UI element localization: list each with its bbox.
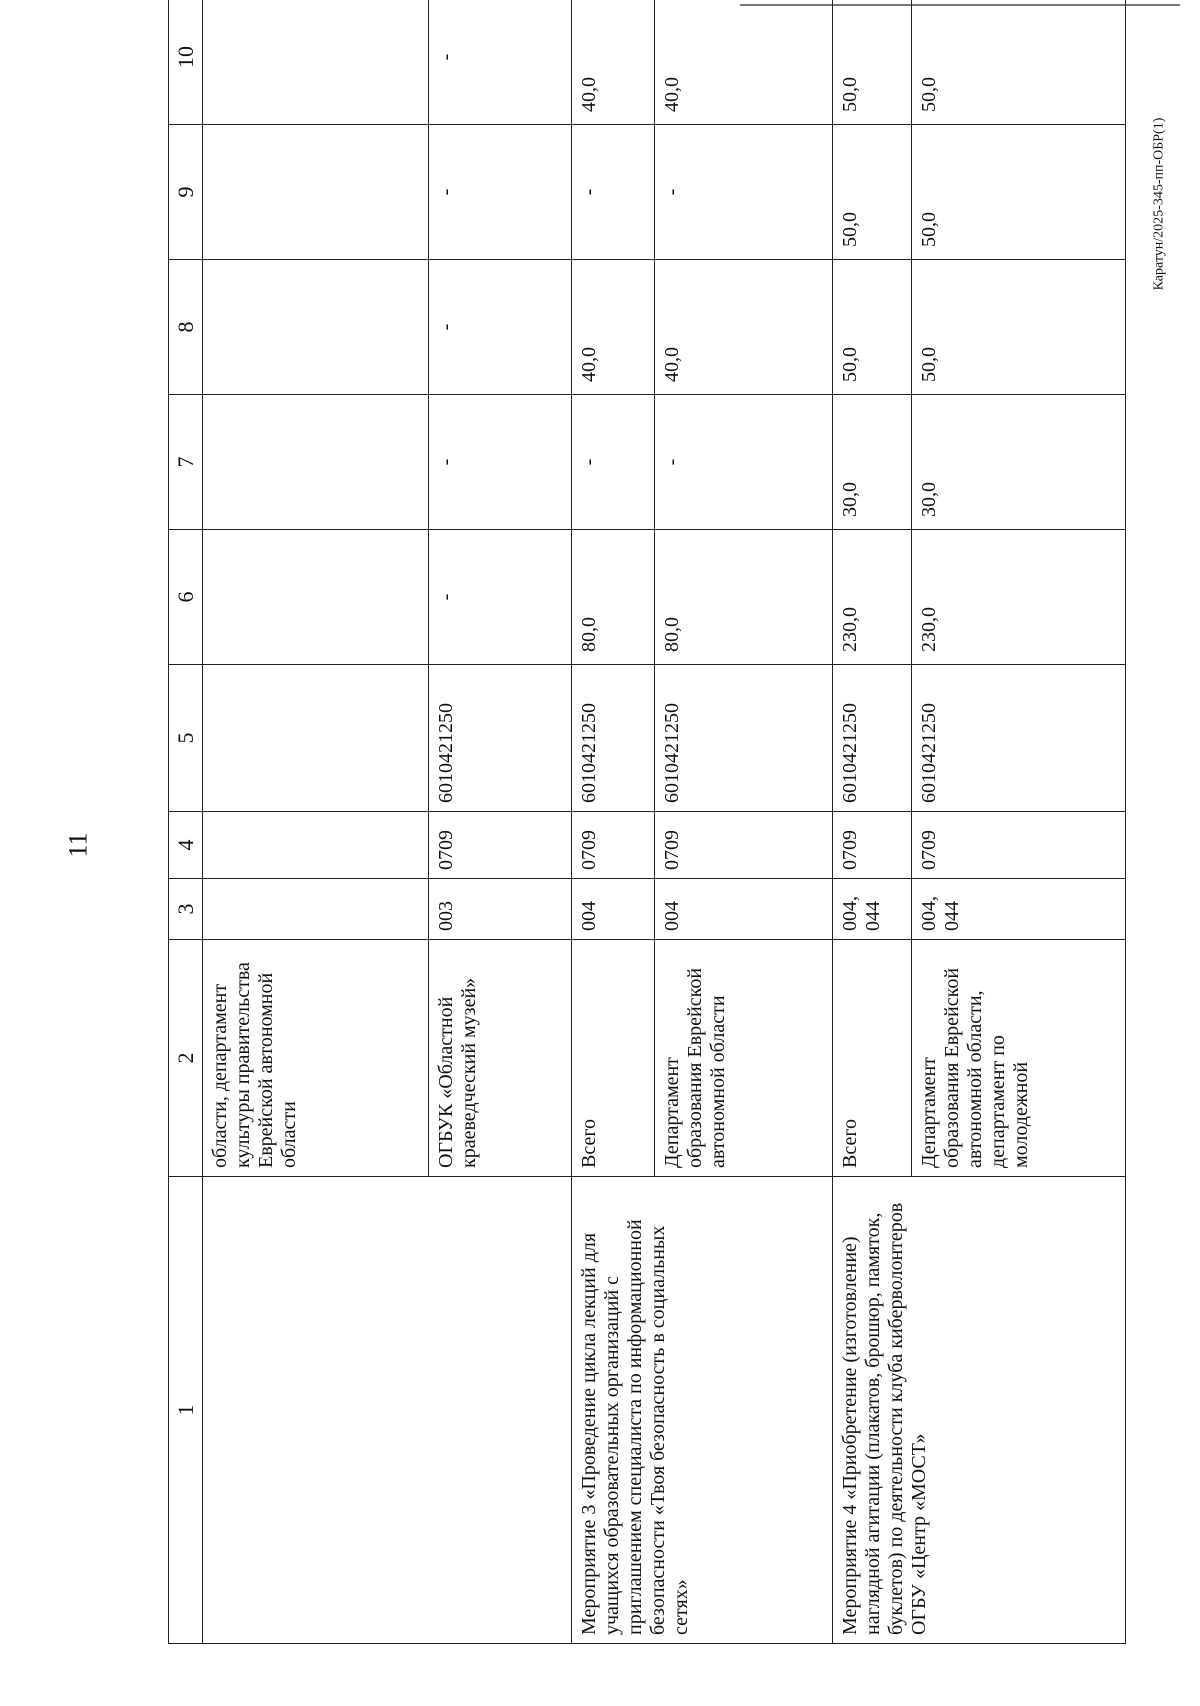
rotated-page-content	[168, 46, 1126, 1644]
table-row	[571, 0, 654, 1644]
cell-section: 0709	[655, 812, 833, 879]
cell-section: 0709	[429, 812, 572, 879]
cell-activity: Мероприятие 3 «Проведение цикла лекций для учащихся образовательных организаций с приглашением специалиста по информационной безопасности «Твоя безопасность в социальных сетях»	[571, 1177, 833, 1644]
cell-value-6: 230,0	[911, 530, 1125, 665]
cell-value-7: -	[571, 395, 654, 530]
cell-value-8: 40,0	[571, 260, 654, 395]
cell-executor: Всего	[571, 940, 654, 1177]
cell-value-10: 40,0	[655, 0, 833, 125]
cell-target-article: 6010421250	[911, 665, 1125, 812]
table-header-row	[169, 0, 203, 1644]
cell-activity: Мероприятие 4 «Приобретение (изготовление) наглядной агитации (плакатов, брошюр, памяток, буклетов) по деятельности клуба киберволонтеров ОГБУ «Центр «МОСТ»	[833, 1177, 1126, 1644]
column-header-6: 6	[169, 530, 203, 665]
column-header-1: 1	[169, 1177, 203, 1644]
cell-value-9: -	[655, 125, 833, 260]
cell-value-6: 80,0	[655, 530, 833, 665]
page-number: 11	[63, 832, 93, 858]
cell-section: 0709	[911, 812, 1125, 879]
cell-executor: Департамент образования Еврейской автономной области	[655, 940, 833, 1177]
cell-value-8: -	[429, 260, 572, 395]
table-row	[833, 0, 911, 1644]
program-activities-table	[168, 0, 1126, 1644]
column-header-5: 5	[169, 665, 203, 812]
cell-grbs: 004	[571, 879, 654, 940]
cell-target-article: 6010421250	[833, 665, 911, 812]
cell-grbs: 004, 044	[911, 879, 1125, 940]
cell-value-6: -	[429, 530, 572, 665]
cell-section: 0709	[571, 812, 654, 879]
document-footer-code: Каратун/2025-345-пп-ОБР(1)	[1151, 117, 1167, 291]
cell-value-7: -	[429, 395, 572, 530]
cell-executor: ОГБУК «Областной краеведческий музей»	[429, 940, 572, 1177]
column-header-10: 10	[169, 0, 203, 125]
cell-grbs: 004, 044	[833, 879, 911, 940]
column-header-9: 9	[169, 125, 203, 260]
cell-value-9: 50,0	[911, 125, 1125, 260]
cell-value-7	[203, 395, 429, 530]
cell-value-10: 50,0	[911, 0, 1125, 125]
cell-section	[203, 812, 429, 879]
cell-grbs: 004	[655, 879, 833, 940]
cell-activity	[203, 1177, 572, 1644]
cell-value-10: -	[429, 0, 572, 125]
cell-section: 0709	[833, 812, 911, 879]
cell-value-9	[203, 125, 429, 260]
cell-executor: Всего	[833, 940, 911, 1177]
cell-value-8: 50,0	[833, 260, 911, 395]
cell-value-7: 30,0	[911, 395, 1125, 530]
cell-executor: области, департамент культуры правительства Еврейской автономной области	[203, 940, 429, 1177]
cell-grbs	[203, 879, 429, 940]
cell-value-10: 50,0	[833, 0, 911, 125]
column-header-8: 8	[169, 260, 203, 395]
cell-value-9: -	[429, 125, 572, 260]
column-header-2: 2	[169, 940, 203, 1177]
cell-value-6: 80,0	[571, 530, 654, 665]
cell-value-8: 40,0	[655, 260, 833, 395]
cell-target-article: 6010421250	[571, 665, 654, 812]
cell-value-6: 230,0	[833, 530, 911, 665]
cell-value-9: -	[571, 125, 654, 260]
cell-executor: Департамент образования Еврейской автономной области, департамент по молодежной	[911, 940, 1125, 1177]
cell-target-article	[203, 665, 429, 812]
cell-value-9: 50,0	[833, 125, 911, 260]
cell-grbs: 003	[429, 879, 572, 940]
column-header-3: 3	[169, 879, 203, 940]
cell-value-7: -	[655, 395, 833, 530]
cell-value-8: 50,0	[911, 260, 1125, 395]
cell-value-10: 40,0	[571, 0, 654, 125]
cell-value-7: 30,0	[833, 395, 911, 530]
cell-target-article: 6010421250	[429, 665, 572, 812]
cell-target-article: 6010421250	[655, 665, 833, 812]
column-header-7: 7	[169, 395, 203, 530]
cell-value-10	[203, 0, 429, 125]
column-header-4: 4	[169, 812, 203, 879]
cell-value-8	[203, 260, 429, 395]
cell-value-6	[203, 530, 429, 665]
table-row	[203, 0, 429, 1644]
